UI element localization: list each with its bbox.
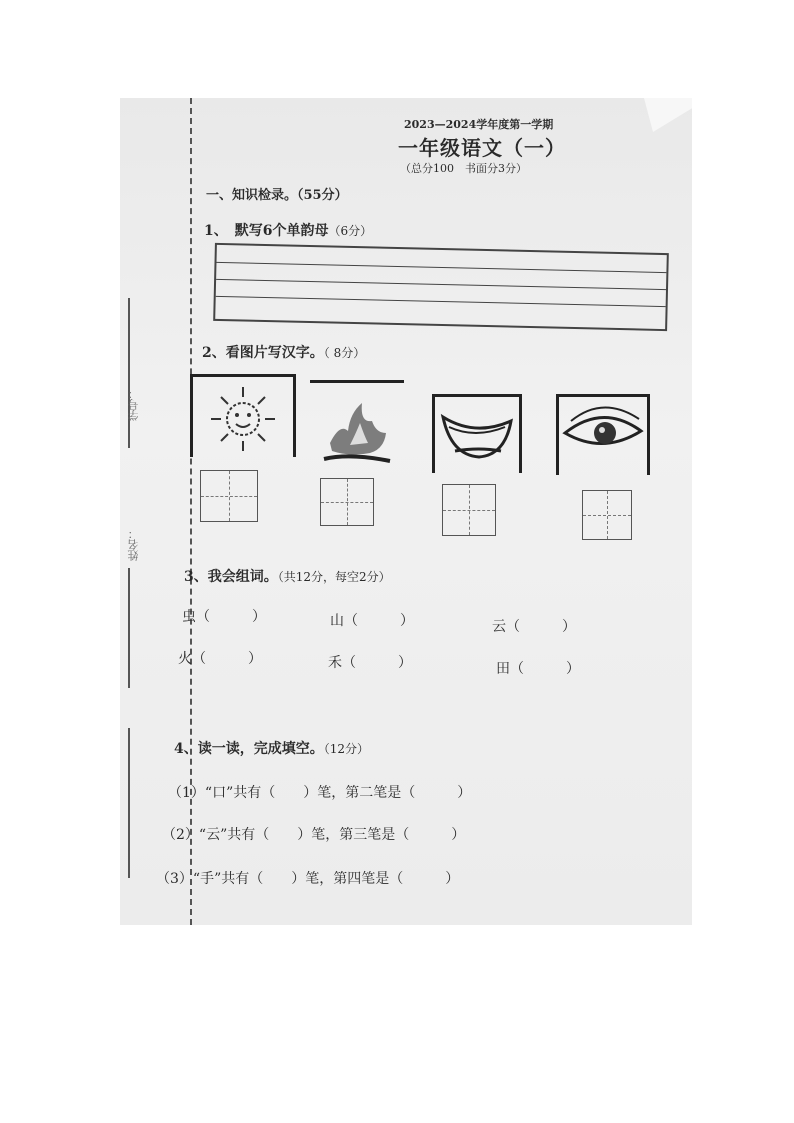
school-year: 2023—2024学年度第一学期 (404, 118, 554, 131)
question-4-points: （12分） (323, 742, 370, 756)
mouth-picture (432, 394, 522, 473)
question-3 (184, 566, 391, 586)
sun-picture (190, 374, 296, 457)
answer-box-2[interactable] (320, 478, 374, 526)
question-2-label: 2、看图片写汉字。 (202, 345, 324, 361)
question-2-points: （ 8分） (323, 346, 366, 360)
name-line (128, 568, 130, 688)
question-1-label: 1、 默写6个单韵母 (204, 223, 329, 239)
score-note: （总分100 书面分3分） (400, 162, 527, 175)
question-4-label: 4、读一读，完成填空。 (174, 741, 324, 757)
section-heading: 一、知识检录。（55分） (206, 188, 348, 203)
question-4 (174, 738, 369, 758)
word-item[interactable]: 山（ ） (330, 613, 414, 629)
paper-corner (632, 98, 692, 132)
student-no-label: 学号： (127, 388, 140, 421)
question-2 (202, 342, 365, 362)
question-1 (204, 220, 372, 240)
fire-picture (310, 380, 404, 469)
answer-box-4[interactable] (582, 490, 632, 540)
word-item[interactable]: 田（ ） (496, 661, 580, 677)
question-3-points: （共12分，每空2分） (277, 570, 391, 584)
sun-icon (193, 377, 293, 457)
question-1-points: （6分） (328, 224, 373, 238)
fill-line[interactable]: （3）“手”共有（ ）笔，第四笔是（ ） (156, 871, 460, 887)
exam-title: 一年级语文（一） (398, 136, 566, 160)
question-3-label: 3、我会组词。 (184, 569, 278, 585)
word-item[interactable]: 禾（ ） (328, 655, 412, 671)
name-label: 姓名： (127, 528, 140, 561)
class-line (128, 728, 130, 878)
word-item[interactable]: 火（ ） (178, 651, 262, 667)
eye-icon (559, 397, 647, 475)
word-item[interactable]: 云（ ） (492, 619, 576, 635)
student-no-line (128, 298, 130, 448)
fire-icon (310, 383, 404, 469)
mouth-icon (435, 397, 519, 473)
pinyin-writing-lines[interactable] (213, 243, 669, 331)
fill-line[interactable]: （2）“云”共有（ ）笔，第三笔是（ ） (162, 827, 466, 843)
eye-picture (556, 394, 650, 475)
exam-sheet (120, 98, 692, 925)
fill-line[interactable]: （1）“口”共有（ ）笔，第二笔是（ ） (168, 785, 472, 801)
answer-box-3[interactable] (442, 484, 496, 536)
word-item[interactable]: 虫（ ） (182, 609, 266, 625)
answer-box-1[interactable] (200, 470, 258, 522)
